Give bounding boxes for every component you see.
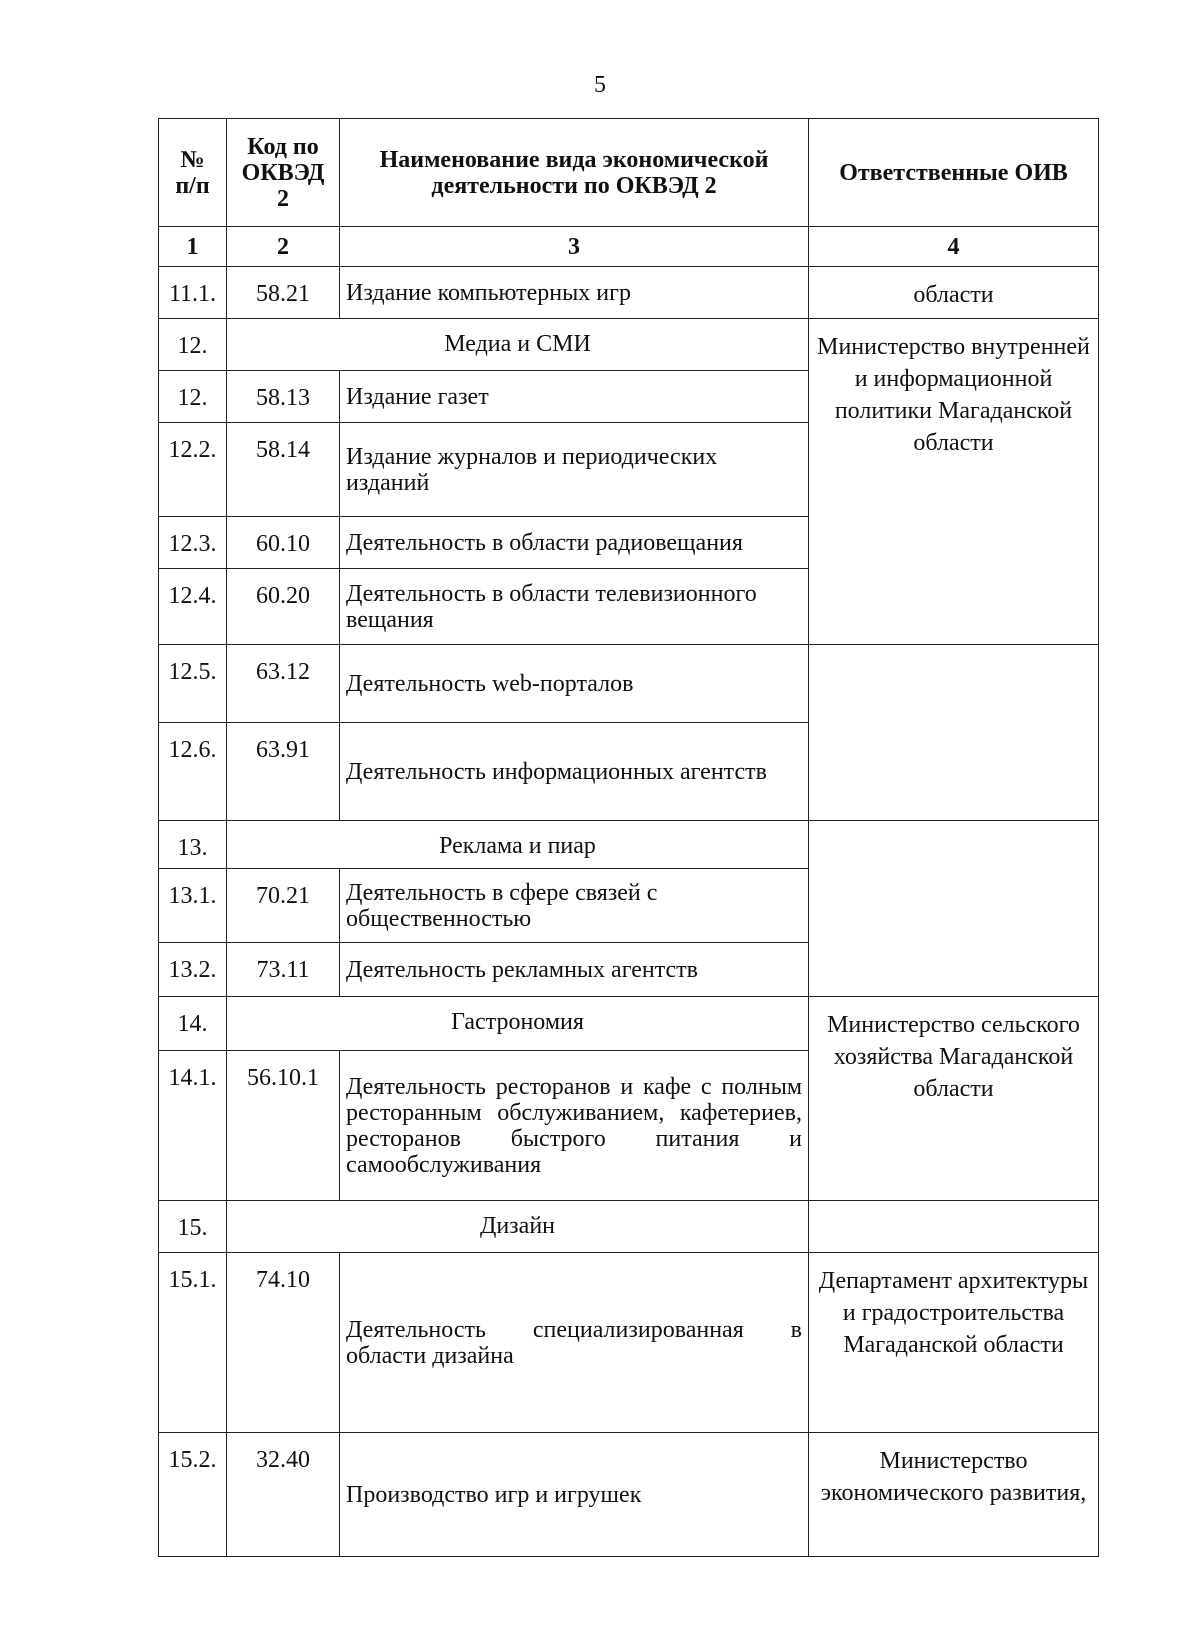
row-number: 15. bbox=[159, 1201, 227, 1253]
section-title: Реклама и пиар bbox=[227, 821, 809, 869]
header-resp: Ответственные ОИВ bbox=[809, 119, 1099, 227]
section-row bbox=[159, 997, 1099, 1051]
row-code: 60.20 bbox=[227, 569, 340, 645]
row-responsible: Министерство сельского хозяйства Магаданской области bbox=[809, 997, 1099, 1201]
section-row bbox=[159, 319, 1099, 371]
section-row bbox=[159, 821, 1099, 869]
column-number-row bbox=[159, 227, 1099, 267]
row-number: 13.1. bbox=[159, 869, 227, 943]
row-number: 13. bbox=[159, 821, 227, 869]
row-number: 11.1. bbox=[159, 267, 227, 319]
row-name: Издание газет bbox=[340, 371, 809, 423]
row-responsible: области bbox=[809, 267, 1099, 319]
row-name: Деятельность специализированная в области дизайна bbox=[340, 1253, 809, 1433]
row-name: Деятельность в области телевизионного вещания bbox=[340, 569, 809, 645]
header-code: Код по ОКВЭД 2 bbox=[227, 119, 340, 227]
row-code: 74.10 bbox=[227, 1253, 340, 1433]
row-name: Производство игр и игрушек bbox=[340, 1433, 809, 1557]
okved-table bbox=[158, 118, 1099, 1557]
row-name: Издание компьютерных игр bbox=[340, 267, 809, 319]
row-name: Деятельность рекламных агентств bbox=[340, 943, 809, 997]
row-name: Деятельность в сфере связей с общественностью bbox=[340, 869, 809, 943]
row-number: 12.6. bbox=[159, 723, 227, 821]
row-name: Деятельность ресторанов и кафе с полным ресторанным обслуживанием, кафетериев, ресторанов быстрого питания и самообслуживания bbox=[340, 1051, 809, 1201]
table-row bbox=[159, 1253, 1099, 1433]
section-title: Медиа и СМИ bbox=[227, 319, 809, 371]
column-number: 4 bbox=[809, 227, 1099, 267]
row-responsible: Министерство внутренней и информационной политики Магаданской области bbox=[809, 319, 1099, 645]
row-name: Деятельность информационных агентств bbox=[340, 723, 809, 821]
row-number: 15.2. bbox=[159, 1433, 227, 1557]
row-number: 15.1. bbox=[159, 1253, 227, 1433]
row-code: 56.10.1 bbox=[227, 1051, 340, 1201]
row-name: Деятельность web-порталов bbox=[340, 645, 809, 723]
section-row bbox=[159, 1201, 1099, 1253]
column-number: 3 bbox=[340, 227, 809, 267]
row-number: 12.2. bbox=[159, 423, 227, 517]
row-number: 12.3. bbox=[159, 517, 227, 569]
row-code: 58.14 bbox=[227, 423, 340, 517]
row-number: 14. bbox=[159, 997, 227, 1051]
row-code: 70.21 bbox=[227, 869, 340, 943]
page-number: 5 bbox=[594, 72, 606, 98]
row-responsible: Министерство экономического развития, bbox=[809, 1433, 1099, 1557]
row-name: Деятельность в области радиовещания bbox=[340, 517, 809, 569]
row-name: Издание журналов и периодических изданий bbox=[340, 423, 809, 517]
header-name: Наименование вида экономической деятельности по ОКВЭД 2 bbox=[340, 119, 809, 227]
row-code: 58.21 bbox=[227, 267, 340, 319]
responsible-empty bbox=[809, 821, 1099, 997]
section-title: Дизайн bbox=[227, 1201, 809, 1253]
header-row bbox=[159, 119, 1099, 227]
row-code: 32.40 bbox=[227, 1433, 340, 1557]
table-row bbox=[159, 645, 1099, 723]
row-code: 58.13 bbox=[227, 371, 340, 423]
row-number: 12. bbox=[159, 371, 227, 423]
row-code: 63.12 bbox=[227, 645, 340, 723]
row-number: 12.5. bbox=[159, 645, 227, 723]
section-title: Гастрономия bbox=[227, 997, 809, 1051]
row-code: 73.11 bbox=[227, 943, 340, 997]
row-code: 60.10 bbox=[227, 517, 340, 569]
row-number: 13.2. bbox=[159, 943, 227, 997]
table-row bbox=[159, 267, 1099, 319]
header-num: № п/п bbox=[159, 119, 227, 227]
row-number: 12.4. bbox=[159, 569, 227, 645]
column-number: 2 bbox=[227, 227, 340, 267]
row-responsible: Департамент архитектуры и градостроительства Магаданской области bbox=[809, 1253, 1099, 1433]
row-code: 63.91 bbox=[227, 723, 340, 821]
column-number: 1 bbox=[159, 227, 227, 267]
table-row bbox=[159, 1433, 1099, 1557]
row-number: 12. bbox=[159, 319, 227, 371]
responsible-empty bbox=[809, 1201, 1099, 1253]
row-number: 14.1. bbox=[159, 1051, 227, 1201]
responsible-empty bbox=[809, 645, 1099, 821]
